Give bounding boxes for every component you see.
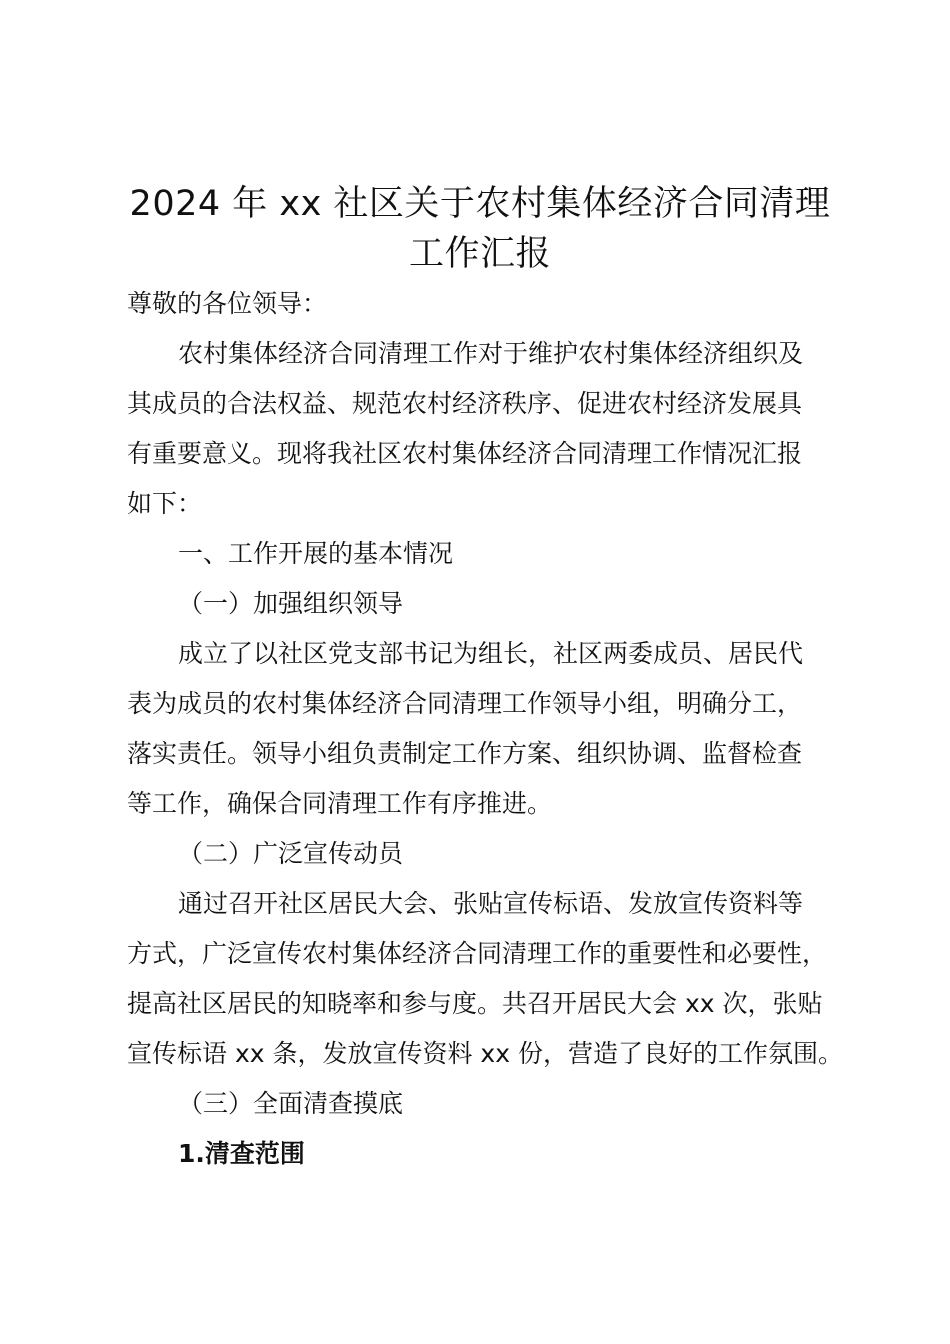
intro-line-3: 有重要意义。现将我社区农村集体经济合同清理工作情况汇报 [127, 439, 803, 468]
section-1-heading: 一、工作开展的基本情况 [178, 539, 454, 568]
document-title-line-2: 工作汇报 [408, 234, 551, 274]
subsection-1-heading: （一）加强组织领导 [178, 589, 404, 618]
intro-line-4: 如下： [127, 489, 203, 518]
intro-line-1: 农村集体经济合同清理工作对于维护农村集体经济组织及 [178, 339, 804, 368]
subsection-3-heading: （三）全面清查摸底 [178, 1089, 404, 1118]
subsection-1-line-4: 等工作，确保合同清理工作有序推进。 [127, 789, 553, 818]
subsection-2-line-3: 提高社区居民的知晓率和参与度。共召开居民大会 xx 次，张贴 [127, 989, 823, 1018]
document-title-line-1: 2024 年 xx 社区关于农村集体经济合同清理 [129, 184, 831, 224]
subsection-2-line-4: 宣传标语 xx 条，发放宣传资料 xx 份，营造了良好的工作氛围。 [127, 1039, 843, 1068]
subsection-2-line-2: 方式，广泛宣传农村集体经济合同清理工作的重要性和必要性， [127, 939, 828, 968]
subsection-2-line-1: 通过召开社区居民大会、张贴宣传标语、发放宣传资料等 [178, 889, 804, 918]
salutation: 尊敬的各位领导： [127, 289, 328, 318]
subsection-1-line-2: 表为成员的农村集体经济合同清理工作领导小组，明确分工， [127, 689, 803, 718]
intro-line-2: 其成员的合法权益、规范农村经济秩序、促进农村经济发展具 [127, 389, 803, 418]
subsection-1-line-3: 落实责任。领导小组负责制定工作方案、组织协调、监督检查 [127, 739, 803, 768]
subsection-1-line-1: 成立了以社区党支部书记为组长，社区两委成员、居民代 [178, 639, 804, 668]
subsection-2-heading: （二）广泛宣传动员 [178, 839, 404, 868]
item-1-heading: 1.清查范围 [178, 1139, 305, 1168]
